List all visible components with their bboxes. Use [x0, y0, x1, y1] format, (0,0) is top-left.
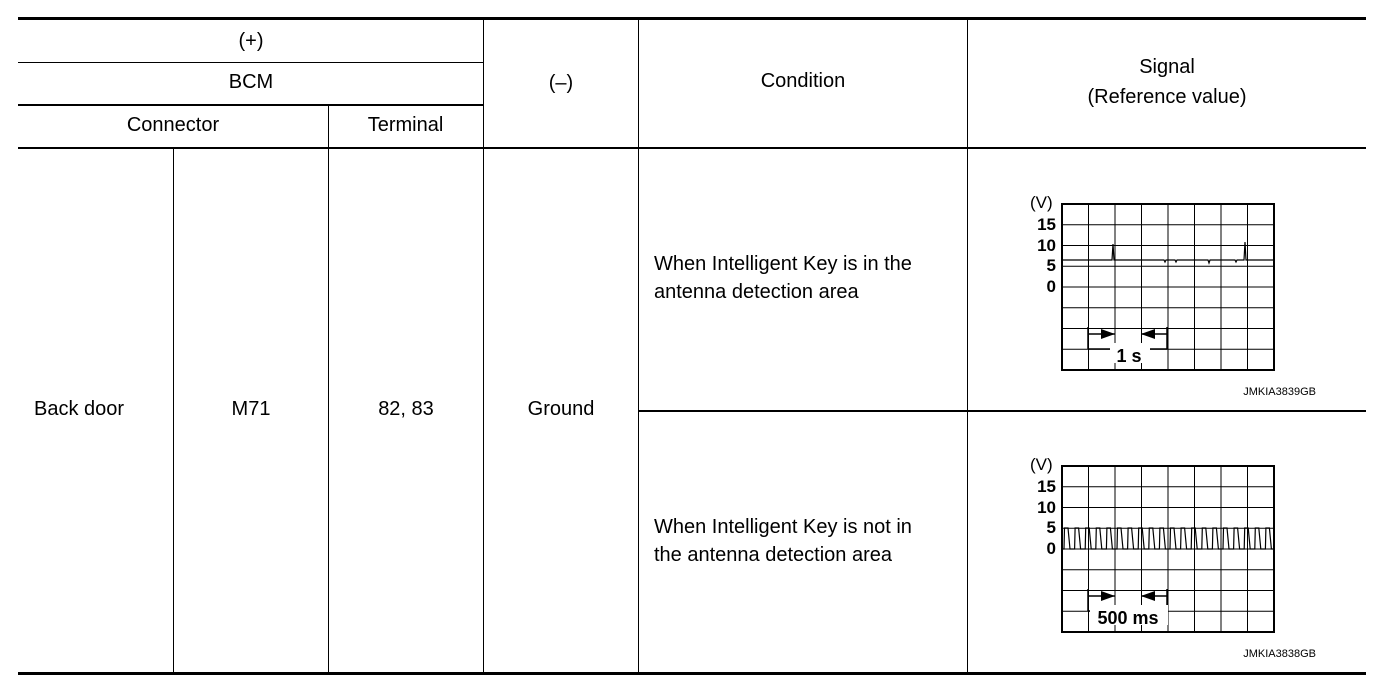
table-bottom-rule	[18, 672, 1366, 675]
cell-ground: Ground	[527, 398, 595, 420]
col-line-2	[328, 105, 329, 673]
scope-2-arrow-left	[1141, 591, 1155, 601]
scope-2-tick-0: 0	[1046, 539, 1056, 558]
col-line-3	[483, 18, 484, 673]
scope-1-unit: (V)	[1030, 193, 1053, 212]
rule-below-bcm	[18, 104, 484, 106]
scope-2-tick-10: 10	[1037, 498, 1056, 517]
header-terminal: Terminal	[367, 114, 444, 136]
header-bcm: BCM	[228, 71, 274, 93]
condition-2-line-2: the antenna detection area	[654, 544, 892, 566]
header-signal-reference: (Reference value)	[1087, 86, 1247, 108]
oscilloscope-2	[1020, 412, 1360, 662]
scope-2-image-code: JMKIA3838GB	[1243, 648, 1316, 660]
col-line-4	[638, 18, 639, 673]
scope-1-tick-15: 15	[1037, 215, 1056, 234]
oscilloscope-1	[1020, 150, 1360, 400]
header-signal: Signal	[1139, 56, 1195, 78]
header-plus: (+)	[238, 30, 264, 52]
condition-1-line-2: antenna detection area	[654, 281, 859, 303]
condition-1-line-1: When Intelligent Key is in the	[654, 253, 912, 275]
header-connector: Connector	[126, 114, 220, 136]
scope-2-time-label: 500 ms	[1097, 608, 1159, 628]
scope-2-arrow-right	[1101, 591, 1115, 601]
header-bottom-rule	[18, 147, 1366, 149]
scope-1-time-label: 1 s	[1116, 346, 1142, 366]
scope-1-arrow-left	[1141, 329, 1155, 339]
scope-1-tick-10: 10	[1037, 236, 1056, 255]
scope-2-unit: (V)	[1030, 455, 1053, 474]
header-condition: Condition	[760, 70, 846, 92]
scope-1-grid	[1062, 204, 1274, 370]
scope-2-tick-15: 15	[1037, 477, 1056, 496]
scope-1-image-code: JMKIA3839GB	[1243, 386, 1316, 398]
cell-terminal: 82, 83	[378, 398, 434, 420]
rule-below-plus	[18, 62, 484, 63]
col-line-5	[967, 18, 968, 673]
scope-1-tick-5: 5	[1046, 256, 1056, 275]
scope-1-tick-0: 0	[1046, 277, 1056, 296]
header-minus: (–)	[548, 72, 574, 94]
condition-2-line-1: When Intelligent Key is not in	[654, 516, 912, 538]
scope-2-tick-5: 5	[1046, 518, 1056, 537]
cell-connector: M71	[231, 398, 271, 420]
table-top-rule	[18, 17, 1366, 20]
scope-1-arrow-right	[1101, 329, 1115, 339]
cell-location: Back door	[34, 398, 125, 420]
